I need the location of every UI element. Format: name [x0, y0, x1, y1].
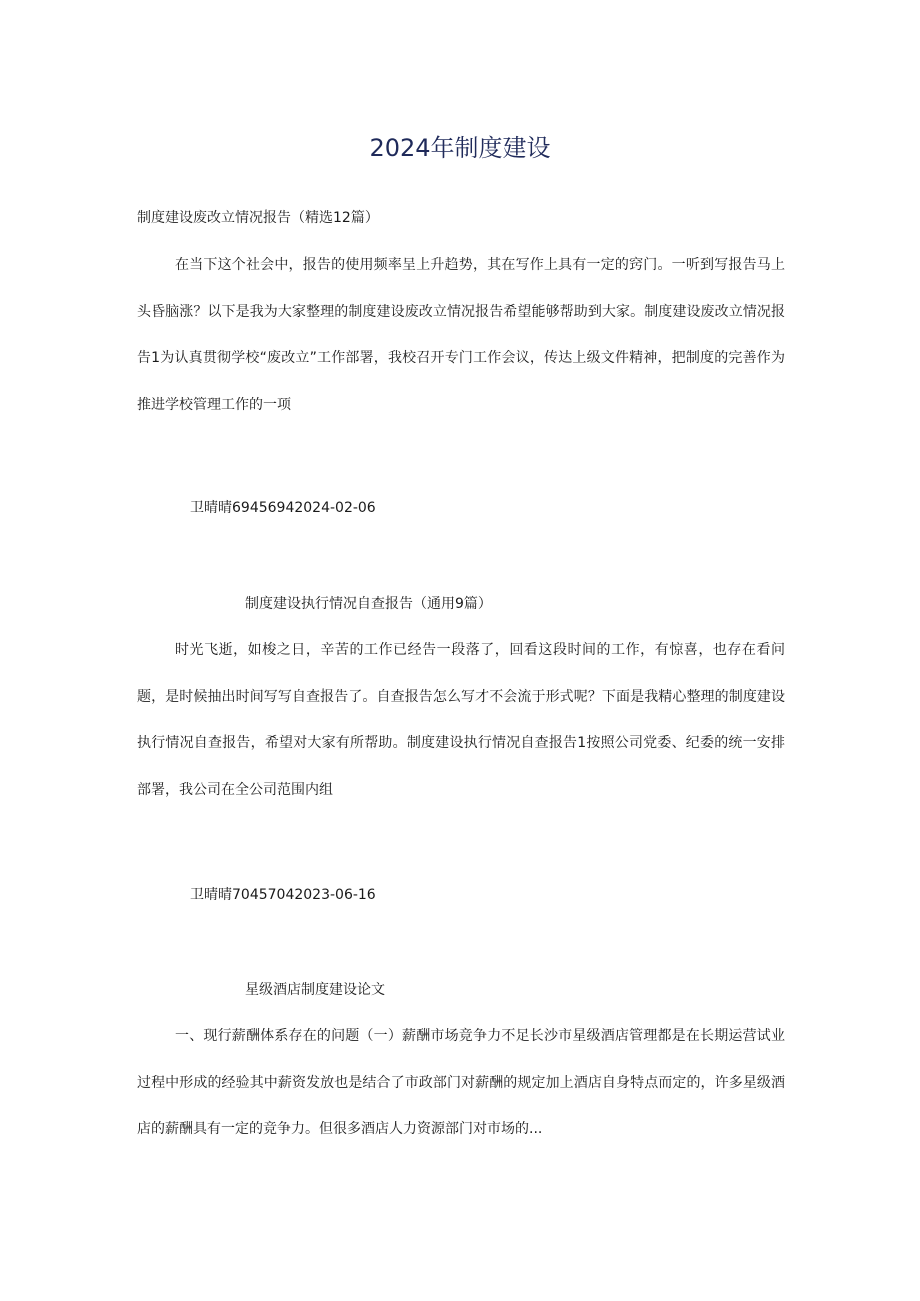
document-title: 2024年制度建设	[369, 134, 551, 162]
intro-heading: 制度建设废改立情况报告（精选12篇）	[137, 210, 379, 226]
entry-2-meta: 卫晴晴70457042023-06-16	[190, 887, 376, 903]
entry-3-heading: 星级酒店制度建设论文	[245, 982, 385, 998]
entry-1-body: 在当下这个社会中，报告的使用频率呈上升趋势，其在写作上具有一定的窍门。一听到写报告马上头昏脑涨？以下是我为大家整理的制度建设废改立情况报告希望能够帮助到大家。制度建设废改立情况报告1为认真贯彻学校“废改立”工作部署，我校召开专门工作会议，传达上级文件精神，把制度的完善作为推进学校管理工作的一项	[137, 257, 785, 413]
entry-2-heading: 制度建设执行情况自查报告（通用9篇）	[245, 596, 492, 612]
entry-3-body: 一、现行薪酬体系存在的问题（一）薪酬市场竞争力不足长沙市星级酒店管理都是在长期运营试业过程中形成的经验其中薪资发放也是结合了市政部门对薪酬的规定加上酒店自身特点而定的，许多星级酒店的薪酬具有一定的竞争力。但很多酒店人力资源部门对市场的...	[137, 1028, 785, 1137]
entry-1-meta: 卫晴晴69456942024-02-06	[190, 500, 376, 516]
entry-2-body: 时光飞逝，如梭之日，辛苦的工作已经告一段落了，回看这段时间的工作，有惊喜，也存在看问题，是时候抽出时间写写自查报告了。自查报告怎么写才不会流于形式呢？下面是我精心整理的制度建设执行情况自查报告，希望对大家有所帮助。制度建设执行情况自查报告1按照公司党委、纪委的统一安排部署，我公司在全公司范围内组	[137, 642, 785, 798]
